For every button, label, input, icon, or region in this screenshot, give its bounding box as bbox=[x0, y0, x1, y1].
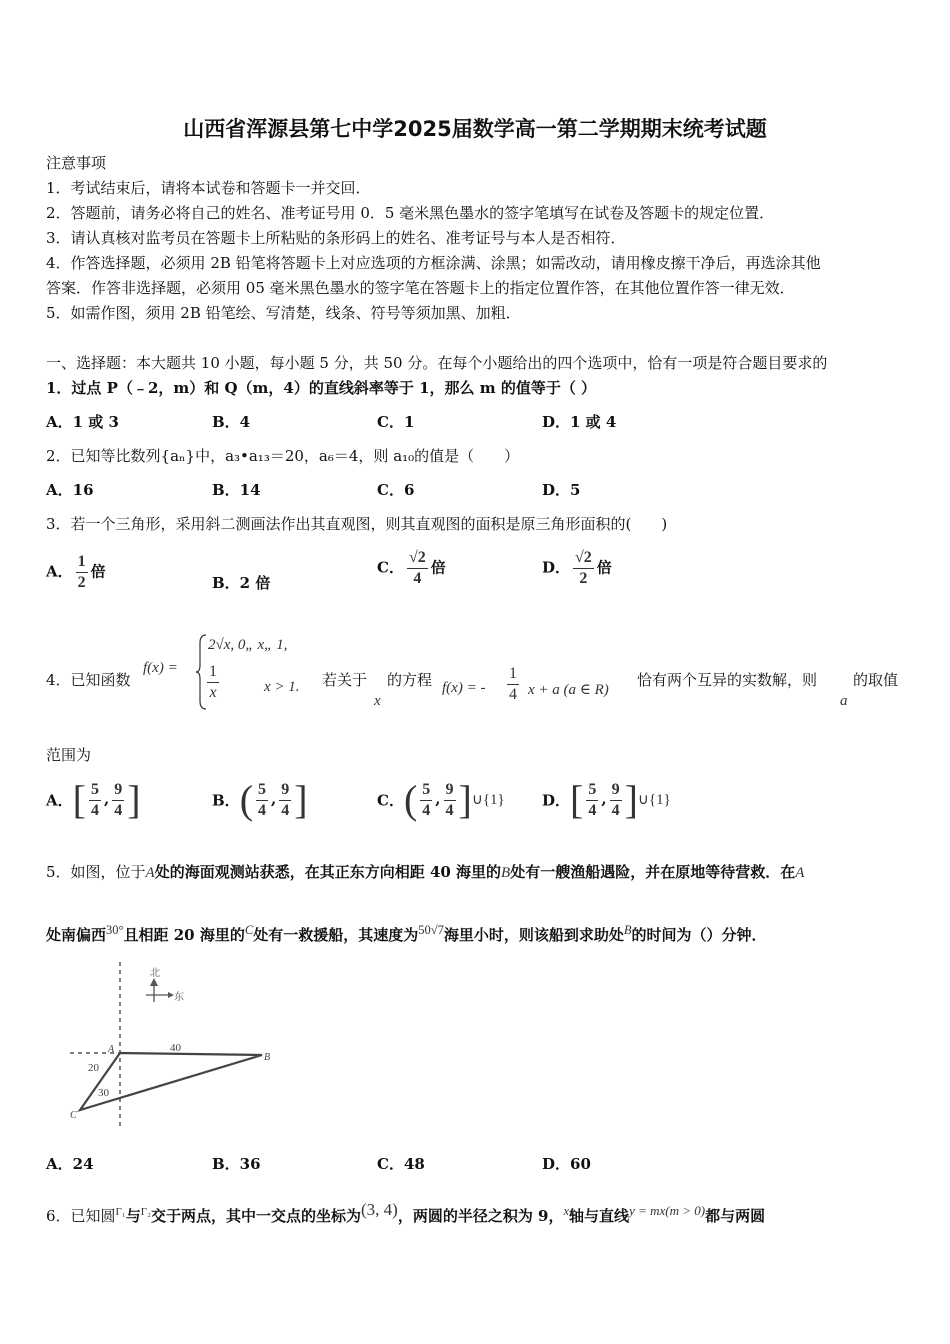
section-heading: 一、选择题：本大题共 10 小题，每小题 5 分，共 50 分。在每个小题给出的四个选项中，恰有一项是符合题目要求的 bbox=[46, 354, 828, 372]
q4-option-c[interactable]: C．( $\frac{5}{4}$ , $\frac{9}{4}$ ]∪{1} bbox=[377, 777, 505, 822]
q2-option-a[interactable]: A．16 bbox=[46, 481, 94, 499]
q1-option-c[interactable]: C．1 bbox=[377, 413, 415, 431]
question-6-stem: 6．已知圆$^{\Gamma_1}$与$^{\Gamma_2}$交于两点，其中一交点的坐标为$^{(3, 4)}$，两圆的半径之积为 9，$^x$轴与直线$^{y = mx(m > 0)}$都与两圆 bbox=[46, 1200, 766, 1225]
q4-case2-cond: x > 1. bbox=[264, 679, 300, 695]
notice-item: 3．请认真核对监考员在答题卡上所粘贴的条形码上的姓名、准考证号与本人是否相符． bbox=[46, 229, 626, 247]
q4-text: 若关于 bbox=[322, 671, 368, 689]
fraction: $\frac{√2}{4}$ bbox=[408, 549, 426, 587]
q4-text: 恰有两个互异的实数解，则 bbox=[637, 671, 818, 689]
q4-text: 的取值 bbox=[853, 671, 899, 689]
q5-option-d[interactable]: D．60 bbox=[542, 1155, 591, 1173]
fraction: $\frac{√2}{2}$ bbox=[575, 549, 592, 587]
q2-option-d[interactable]: D．5 bbox=[542, 481, 581, 499]
q2-option-b[interactable]: B．14 bbox=[212, 481, 261, 499]
q3-option-c[interactable]: C． $\frac{√2}{4}$ 倍 bbox=[377, 549, 446, 587]
q4-prefix: 4．已知函数 bbox=[46, 671, 131, 689]
north-label: 北 bbox=[150, 968, 160, 979]
q3-option-b[interactable]: B．2 倍 bbox=[212, 574, 271, 592]
east-label: 东 bbox=[174, 992, 184, 1003]
q4-option-d[interactable]: D．[ $\frac{5}{4}$ , $\frac{9}{4}$ ]∪{1} bbox=[542, 777, 671, 822]
q4-var-x: x bbox=[374, 693, 381, 709]
notice-item: 答案．作答非选择题，必须用 05 毫米黑色墨水的签字笔在答题卡上的指定位置作答，在其他位置作答一律无效． bbox=[46, 279, 795, 297]
option-label: A． bbox=[46, 562, 73, 581]
question-5-line1: 5．如图，位于A处的海面观测站获悉，在其正东方向相距 40 海里的B处有一艘渔船遇险，并在原地等待营救．在A bbox=[46, 863, 805, 881]
q4-fx: f(x) = bbox=[143, 660, 178, 676]
q1-option-b[interactable]: B．4 bbox=[212, 413, 251, 431]
q4-case1: 2√x, 0„ x„ 1, bbox=[208, 637, 288, 653]
q4-case2-frac: $\frac{1}{x}$ bbox=[209, 663, 217, 701]
q5-option-c[interactable]: C．48 bbox=[377, 1155, 425, 1173]
question-2-stem: 2．已知等比数列{aₙ}中，a₃•a₁₃＝20，a₆＝4，则 a₁₀的值是（ ） bbox=[46, 447, 520, 465]
page-title: 山西省浑源县第七中学2025届数学高一第二学期期末统考试题 bbox=[183, 117, 767, 141]
q4-equation-frac: $\frac{1}{4}$ bbox=[509, 665, 517, 703]
point-b-label: B bbox=[264, 1052, 271, 1063]
q3-option-d[interactable]: D． $\frac{√2}{2}$ 倍 bbox=[542, 549, 612, 587]
q5-option-a[interactable]: A．24 bbox=[46, 1155, 94, 1173]
question-1-stem: 1．过点 P（﹣2，m）和 Q（m，4）的直线斜率等于 1，那么 m 的值等于（ ） bbox=[46, 379, 597, 397]
q1-option-a[interactable]: A．1 或 3 bbox=[46, 413, 119, 431]
q1-option-d[interactable]: D．1 或 4 bbox=[542, 413, 617, 431]
q5-option-b[interactable]: B．36 bbox=[212, 1155, 261, 1173]
notice-item: 1．考试结束后，请将本试卷和答题卡一并交回． bbox=[46, 179, 371, 197]
question-3-stem: 3．若一个三角形，采用斜二测画法作出其直观图，则其直观图的面积是原三角形面积的( ) bbox=[46, 515, 668, 533]
notice-item: 4．作答选择题，必须用 2B 铅笔将答题卡上对应选项的方框涂满、涂黑；如需改动，请用橡皮擦干净后，再选涂其他 bbox=[46, 254, 821, 272]
notice-item: 5．如需作图，须用 2B 铅笔绘、写清楚，线条、符号等须加黑、加粗． bbox=[46, 304, 521, 322]
point-a-label: A bbox=[108, 1044, 115, 1055]
fraction: $\frac{1}{2}$ bbox=[77, 553, 86, 591]
q4-equation-right: x + a (a ∈ R) bbox=[528, 682, 609, 698]
angle-label: 30 bbox=[98, 1087, 109, 1099]
q5-figure bbox=[70, 962, 290, 1132]
notice-heading: 注意事项 bbox=[46, 154, 107, 172]
q4-equation-left: f(x) = - bbox=[442, 680, 486, 696]
question-5-line2: 处南偏西$^{30^\circ}$且相距 20 海里的$^C$处有一救援船，其速度为$^{50√7}$海里小时，则该船到求助处$^B$的时间为（）分钟． bbox=[46, 923, 767, 944]
q4-option-b[interactable]: B．( $\frac{5}{4}$ , $\frac{9}{4}$ ] bbox=[212, 777, 308, 822]
q4-text: 的方程 bbox=[387, 671, 433, 689]
q3-option-a[interactable]: A． $\frac{1}{2}$ 倍 bbox=[46, 553, 106, 591]
q4-option-a[interactable]: A．[ $\frac{5}{4}$ , $\frac{9}{4}$ ] bbox=[46, 777, 141, 822]
q4-line2: 范围为 bbox=[46, 746, 92, 764]
q4-var-a: a bbox=[840, 693, 848, 709]
notice-item: 2．答题前，请务必将自己的姓名、准考证号用 0．5 毫米黑色墨水的签字笔填写在试卷及答题卡的规定位置． bbox=[46, 204, 775, 222]
ac-length-label: 20 bbox=[88, 1062, 99, 1074]
ab-length-label: 40 bbox=[170, 1042, 181, 1054]
q2-option-c[interactable]: C．6 bbox=[377, 481, 415, 499]
point-c-label: C bbox=[70, 1110, 77, 1121]
